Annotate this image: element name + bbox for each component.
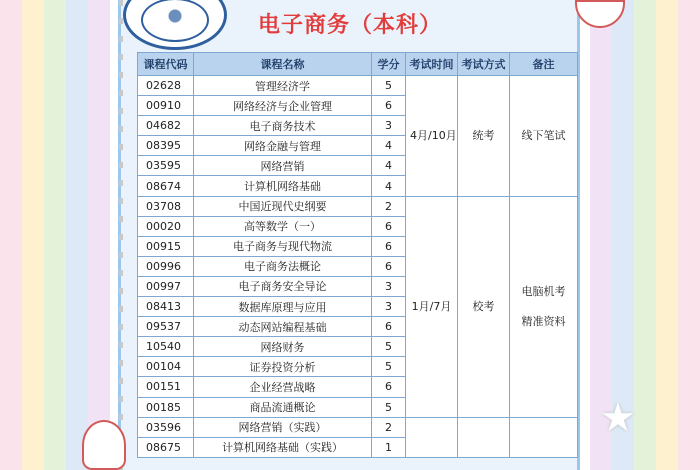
remarks [510,417,578,457]
course-code: 09537 [138,317,194,337]
course-credit: 3 [372,297,406,317]
table-row [138,76,578,96]
course-code: 03595 [138,156,194,176]
course-name: 商品流通概论 [194,397,372,417]
exam-time: 1月/7月 [406,196,458,417]
course-code: 00915 [138,236,194,256]
binding-rings [119,0,123,470]
course-name: 证券投资分析 [194,357,372,377]
remarks [510,76,578,197]
course-code: 03596 [138,417,194,437]
remark-line: 精准资料 [521,314,566,328]
course-name: 网络营销 [194,156,372,176]
course-code: 00910 [138,96,194,116]
seal-emblem-icon [141,0,209,42]
course-credit: 5 [372,357,406,377]
course-code: 08395 [138,136,194,156]
course-code: 03708 [138,196,194,216]
header-remarks: 备注 [510,53,578,76]
course-name: 电子商务与现代物流 [194,236,372,256]
header-course-name: 课程名称 [194,53,372,76]
course-name: 企业经营战略 [194,377,372,397]
course-credit: 5 [372,76,406,96]
course-name: 计算机网络基础（实践） [194,437,372,457]
course-code: 00020 [138,216,194,236]
header-credit: 学分 [372,53,406,76]
table-row [138,196,578,216]
table-body [138,76,578,458]
course-code: 08413 [138,297,194,317]
left-decor-stripes [0,0,110,470]
remark-line: 电脑机考 [521,284,566,298]
cartoon-face-decoration-icon [82,420,126,470]
course-credit: 6 [372,96,406,116]
course-code: 08674 [138,176,194,196]
table-row [138,417,578,437]
remark-line: 线下笔试 [521,128,566,142]
exam-method: 校考 [458,196,510,417]
course-name: 电子商务法概论 [194,256,372,276]
course-name: 电子商务技术 [194,116,372,136]
course-credit: 3 [372,116,406,136]
course-table [137,52,578,458]
course-code: 02628 [138,76,194,96]
course-name: 计算机网络基础 [194,176,372,196]
course-credit: 4 [372,176,406,196]
remarks [510,196,578,417]
course-credit: 5 [372,337,406,357]
course-credit: 4 [372,136,406,156]
course-name: 网络金融与管理 [194,136,372,156]
header-exam-time: 考试时间 [406,53,458,76]
course-credit: 6 [372,377,406,397]
course-credit: 6 [372,256,406,276]
course-credit: 3 [372,276,406,296]
course-credit: 2 [372,196,406,216]
course-name: 网络经济与企业管理 [194,96,372,116]
header-course-code: 课程代码 [138,53,194,76]
course-code: 00151 [138,377,194,397]
course-credit: 2 [372,417,406,437]
course-code: 10540 [138,337,194,357]
course-credit: 6 [372,216,406,236]
course-name: 高等数学（一） [194,216,372,236]
course-code: 00997 [138,276,194,296]
course-code: 00104 [138,357,194,377]
course-code: 00996 [138,256,194,276]
course-code: 08675 [138,437,194,457]
course-credit: 4 [372,156,406,176]
star-decoration-icon: ★ [600,395,636,441]
course-name: 中国近现代史纲要 [194,196,372,216]
course-name: 动态网站编程基础 [194,317,372,337]
course-code: 04682 [138,116,194,136]
course-name: 网络营销（实践） [194,417,372,437]
course-credit: 1 [372,437,406,457]
course-name: 管理经济学 [194,76,372,96]
course-credit: 6 [372,317,406,337]
exam-method: 统考 [458,76,510,197]
course-name: 网络财务 [194,337,372,357]
course-credit: 6 [372,236,406,256]
exam-time [406,417,458,457]
exam-method [458,417,510,457]
table-header-row [138,53,578,76]
course-code: 00185 [138,397,194,417]
page-title: 电子商务（本科） [257,13,442,38]
exam-time: 4月/10月 [406,76,458,197]
course-name: 数据库原理与应用 [194,297,372,317]
course-credit: 5 [372,397,406,417]
header-exam-method: 考试方式 [458,53,510,76]
course-name: 电子商务安全导论 [194,276,372,296]
